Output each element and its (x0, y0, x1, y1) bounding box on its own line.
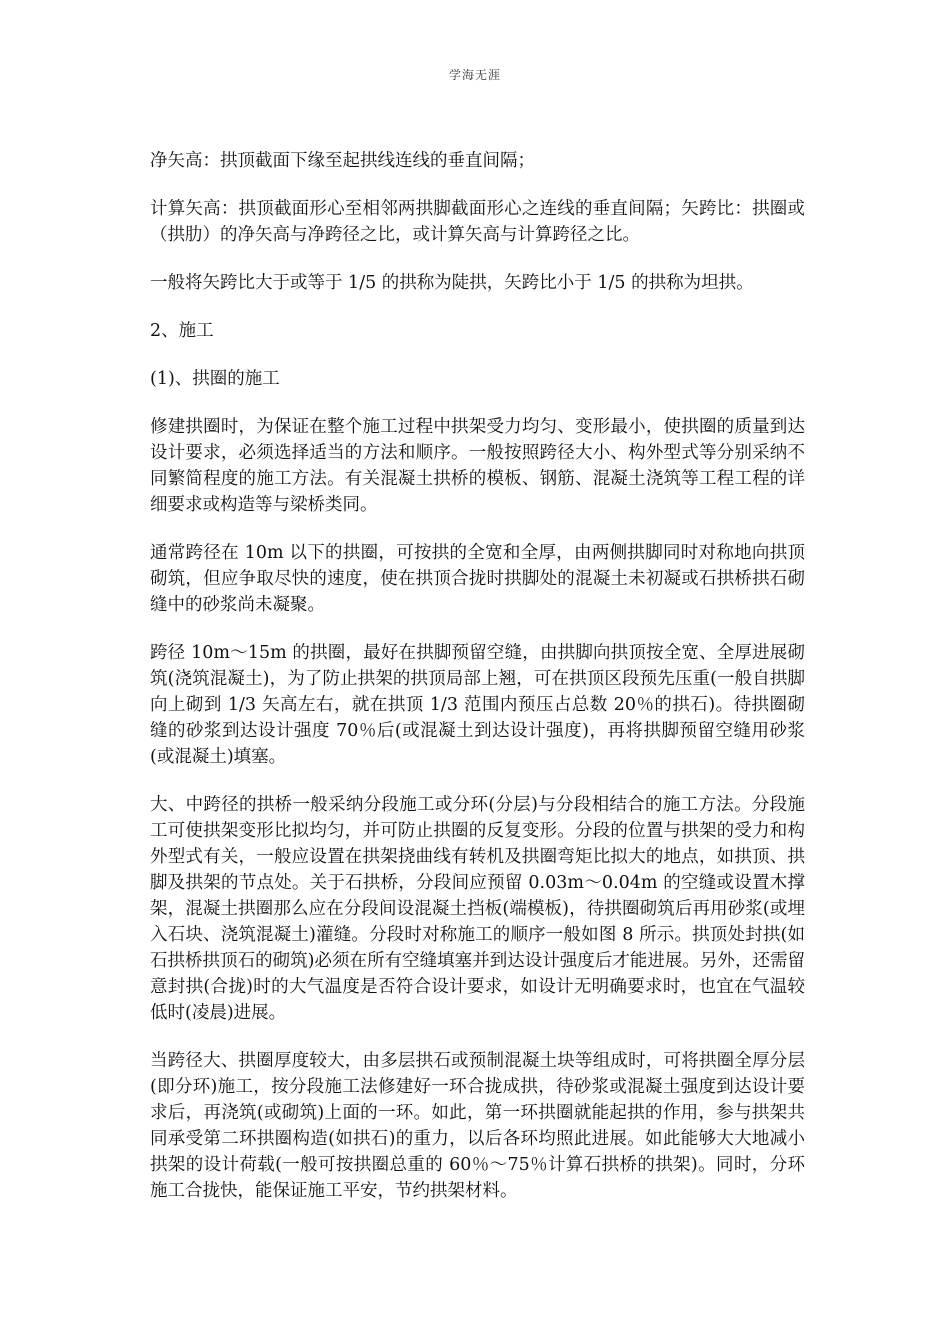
page-header: 学海无涯 (448, 68, 501, 82)
paragraph-definition-calc-rise: 计算矢高：拱顶截面形心至相邻两拱脚截面形心之连线的垂直间隔；矢跨比：拱圈或（拱肋）的净矢高与净跨径之比，或计算矢高与计算跨径之比。 (150, 199, 805, 245)
paragraph-span-10-15m: 跨径 10m～15m 的拱圈，最好在拱脚预留空缝，由拱脚向拱顶按全宽、全厚进展砌筑(浇筑混凝土)，为了防止拱架的拱顶局部上翘，可在拱顶区段预先压重(一般自拱脚向上砌到 1/3 矢高左右，就在拱顶 1/3 范围内预压占总数 20％的拱石)。待拱圈砌缝的砂浆到达设计强度 70％后(或混凝土到达设计强度)，再将拱脚预留空缝用砂浆(或混凝土)填塞。 (150, 643, 805, 767)
paragraph-span-under-10m: 通常跨径在 10m 以下的拱圈，可按拱的全宽和全厚，由两侧拱脚同时对称地向拱顶砌筑，但应争取尽快的速度，使在拱顶合拢时拱脚处的混凝土未初凝或石拱桥拱石砌缝中的砂浆尚未凝聚。 (150, 543, 805, 615)
paragraph-definition-net-rise: 净矢高：拱顶截面下缘至起拱线连线的垂直间隔； (150, 151, 535, 171)
paragraph-steep-flat-arch: 一般将矢跨比大于或等于 1/5 的拱称为陡拱，矢跨比小于 1/5 的拱称为坦拱。 (150, 273, 754, 293)
paragraph-large-span-segments: 大、中跨径的拱桥一般采纳分段施工或分环(分层)与分段相结合的施工方法。分段施工可使拱架变形比拟均匀，并可防止拱圈的反复变形。分段的位置与拱架的受力和构外型式有关，一般应设置在拱架挠曲线有转机及拱圈弯矩比拟大的地点，如拱顶、拱脚及拱架的节点处。关于石拱桥，分段间应预留 0.03m～0.04m 的空缝或设置木撑架，混凝土拱圈那么应在分段间设混凝土挡板(端模板)，待拱圈砌筑后再用砂浆(或埋入石块、浇筑混凝土)灌缝。分段时对称施工的顺序一般如图 8 所示。拱顶处封拱(如石拱桥拱顶石的砌筑)必须在所有空缝填塞并到达设计强度后才能进展。另外，还需留意封拱(合拢)时的大气温度是否符合设计要求，如设计无明确要求时，也宜在气温较低时(凌晨)进展。 (150, 795, 805, 1023)
section-heading-construction: 2、施工 (150, 321, 214, 341)
subsection-heading-arch-ring: (1)、拱圈的施工 (150, 369, 280, 389)
paragraph-arch-ring-construction: 修建拱圈时，为保证在整个施工过程中拱架受力均匀、变形最小，使拱圈的质量到达设计要求，必须选择适当的方法和顺序。一般按照跨径大小、构外型式等分别采纳不同繁简程度的施工方法。有关混凝土拱桥的模板、钢筋、混凝土浇筑等工程工程的详细要求或构造等与梁桥类同。 (150, 417, 805, 515)
paragraph-layered-construction: 当跨径大、拱圈厚度较大，由多层拱石或预制混凝土块等组成时，可将拱圈全厚分层(即分环)施工，按分段施工法修建好一环合拢成拱，待砂浆或混凝土强度到达设计要求后，再浇筑(或砌筑)上面的一环。如此，第一环拱圈就能起拱的作用，参与拱架共同承受第二环拱圈构造(如拱石)的重力，以后各环均照此进展。如此能够大大地减小拱架的设计荷载(一般可按拱圈总重的 60％～75％计算石拱桥的拱架)。同时，分环施工合拢快，能保证施工平安，节约拱架材料。 (150, 1051, 805, 1201)
document-body (150, 148, 805, 1226)
